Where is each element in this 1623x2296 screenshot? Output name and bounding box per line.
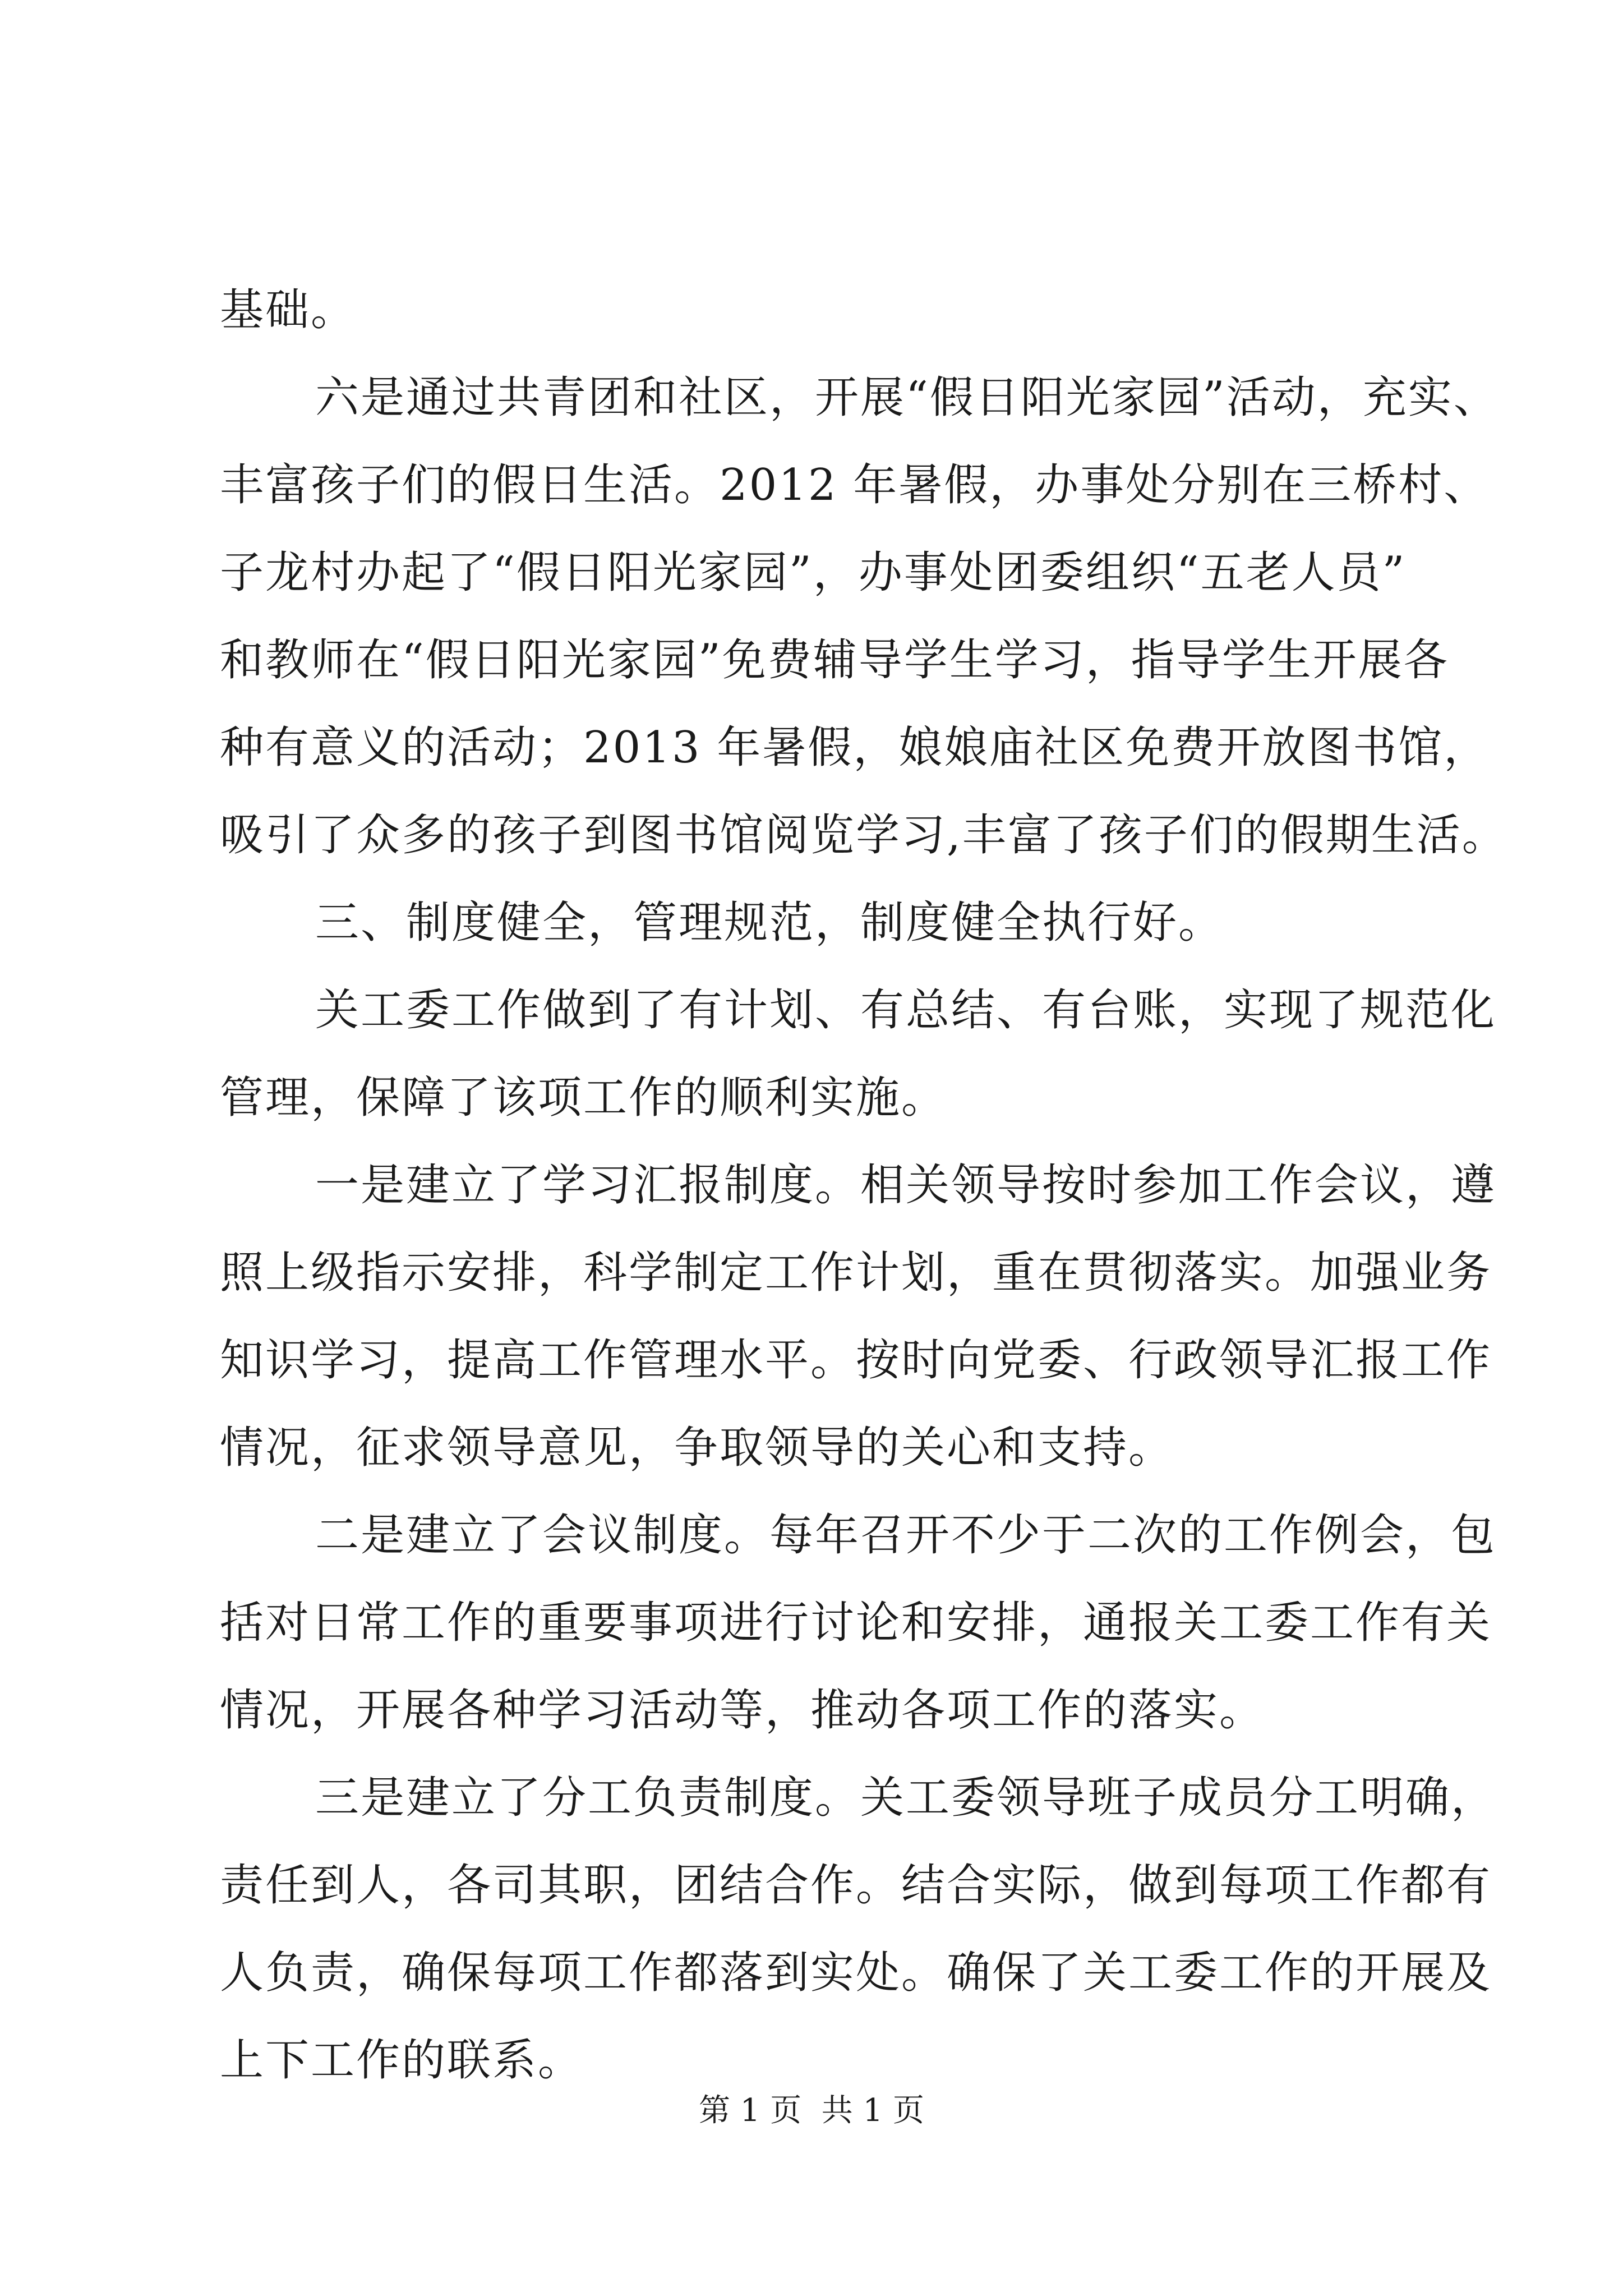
page-footer bbox=[0, 2091, 1623, 2131]
text-line: 吸引了众多的孩子到图书馆阅览学习,丰富了孩子们的假期生活。 bbox=[220, 810, 1507, 861]
document-body bbox=[220, 266, 1507, 2104]
text-line: 关工委工作做到了有计划、有总结、有台账，实现了规范化 bbox=[315, 985, 1497, 1036]
page-number-label: 第 1 页 共 1 页 bbox=[698, 2092, 925, 2129]
text-line: 上下工作的联系。 bbox=[220, 2035, 584, 2086]
text-line: 情况，开展各种学习活动等，推动各项工作的落实。 bbox=[220, 1685, 1265, 1736]
text-line: 情况，征求领导意见，争取领导的关心和支持。 bbox=[220, 1423, 1174, 1473]
text-line: 人负责，确保每项工作都落到实处。确保了关工委工作的开展及 bbox=[220, 1948, 1492, 1998]
text-line: 子龙村办起了“假日阳光家园”，办事处团委组织“五老人员” bbox=[220, 547, 1407, 598]
text-line: 和教师在“假日阳光家园”免费辅导学生学习，指导学生开展各 bbox=[220, 635, 1449, 685]
section-heading: 三、制度健全，管理规范，制度健全执行好。 bbox=[315, 898, 1224, 948]
text-line: 种有意义的活动；2013 年暑假，娘娘庙社区免费开放图书馆， bbox=[220, 723, 1490, 773]
text-line: 管理，保障了该项工作的顺利实施。 bbox=[220, 1073, 947, 1123]
text-line: 基础。 bbox=[220, 285, 357, 335]
text-line: 责任到人，各司其职，团结合作。结合实际，做到每项工作都有 bbox=[220, 1860, 1492, 1911]
text-line: 六是通过共青团和社区，开展“假日阳光家园”活动，充实、 bbox=[315, 372, 1499, 423]
text-line: 二是建立了会议制度。每年召开不少于二次的工作例会，包 bbox=[315, 1510, 1497, 1561]
text-line: 照上级指示安排，科学制定工作计划，重在贯彻落实。加强业务 bbox=[220, 1248, 1492, 1298]
text-line: 括对日常工作的重要事项进行讨论和安排，通报关工委工作有关 bbox=[220, 1598, 1492, 1648]
text-line: 三是建立了分工负责制度。关工委领导班子成员分工明确， bbox=[315, 1773, 1497, 1823]
text-line: 一是建立了学习汇报制度。相关领导按时参加工作会议，遵 bbox=[315, 1160, 1497, 1211]
text-line: 丰富孩子们的假日生活。2012 年暑假，办事处分别在三桥村、 bbox=[220, 460, 1490, 510]
text-line: 知识学习，提高工作管理水平。按时向党委、行政领导汇报工作 bbox=[220, 1335, 1492, 1386]
